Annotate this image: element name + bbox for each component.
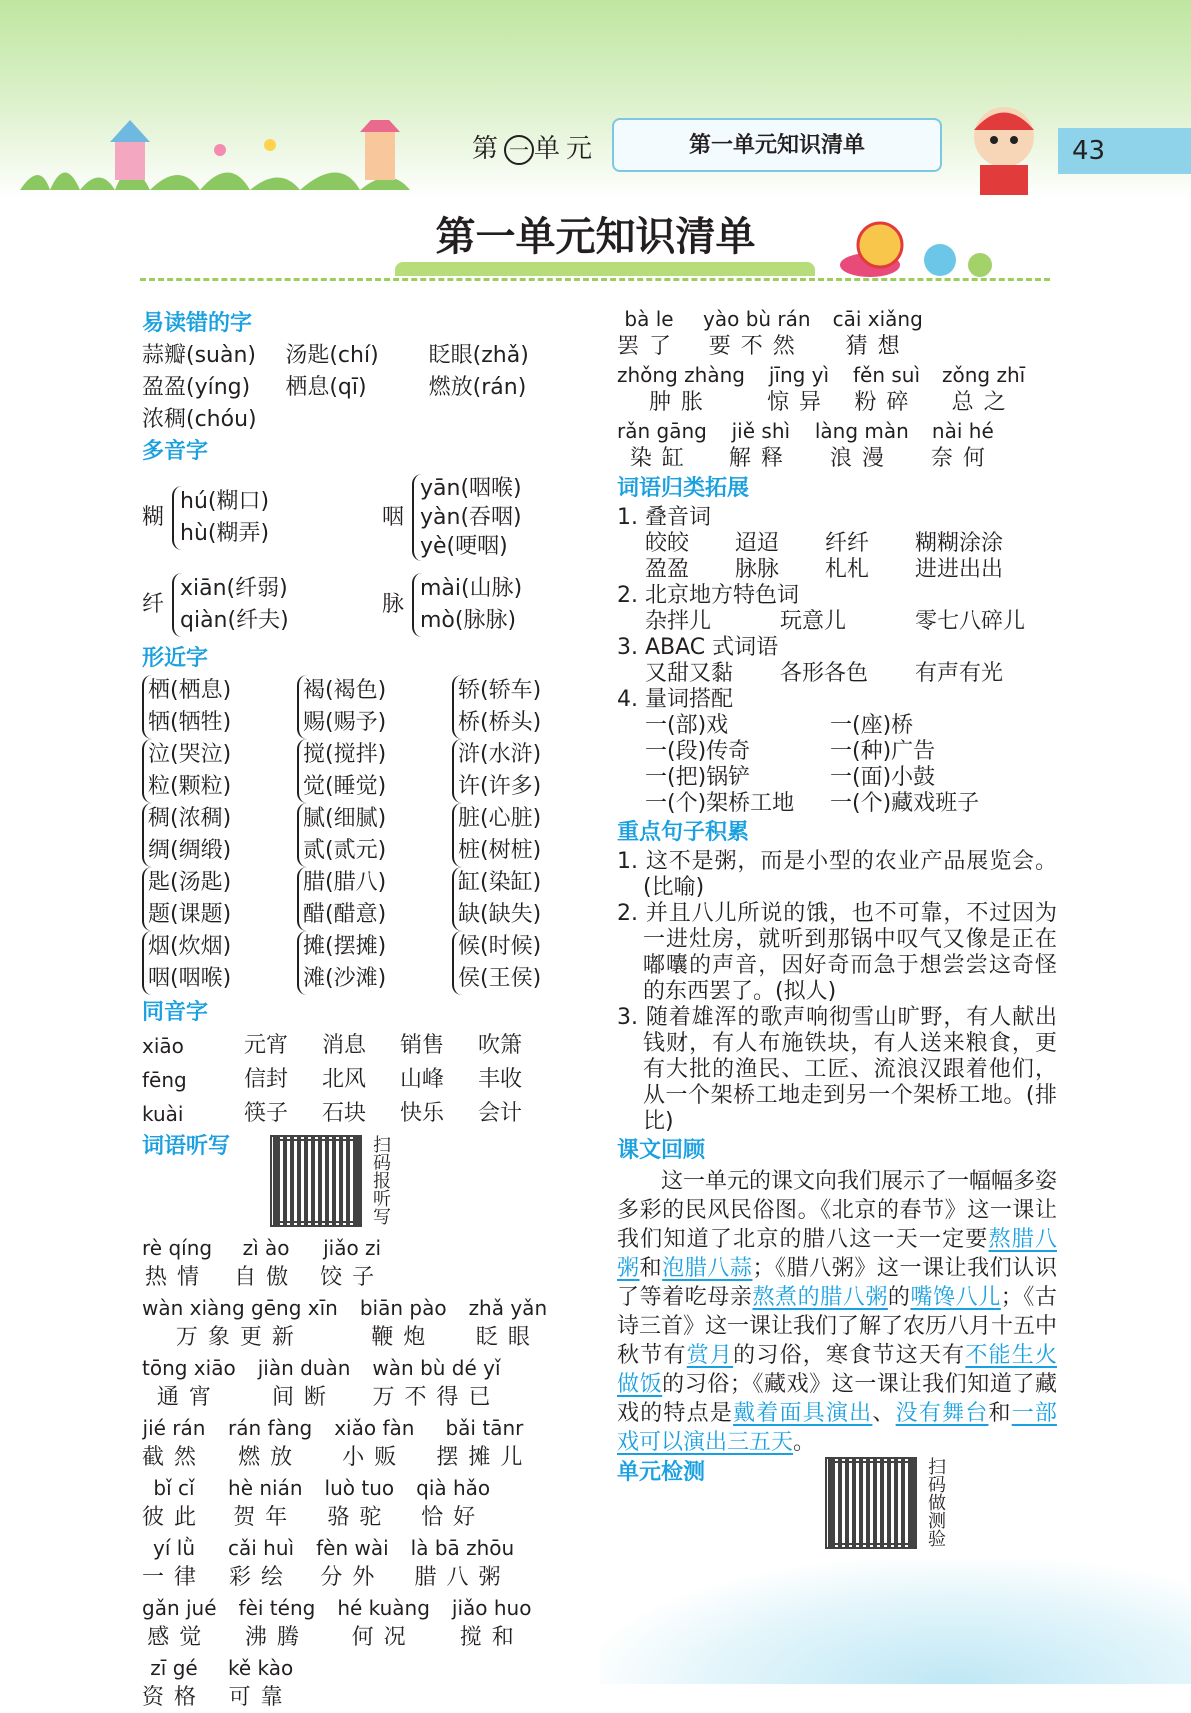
classify-row <box>617 531 1057 557</box>
word-hanzi: 腊八粥 <box>414 1565 511 1590</box>
word-hanzi: 分外 <box>320 1565 385 1590</box>
classify-word: 一(个)架桥工地 <box>645 791 795 816</box>
heading-dictation: 词语听写 <box>142 1134 231 1159</box>
dictation-word <box>228 1473 303 1533</box>
unit-number: 一 <box>504 135 534 165</box>
misread-item: 燃放(rán) <box>428 375 527 400</box>
word-pinyin: yí lǜ <box>153 1536 195 1560</box>
reading: mò(脉脉) <box>420 608 517 633</box>
reading: yàn(吞咽) <box>420 505 522 530</box>
heading-sentences: 重点句子积累 <box>617 820 750 845</box>
dictation-words <box>142 1233 572 1713</box>
review-text: 和 <box>988 1401 1012 1426</box>
dictation-word <box>142 1533 206 1593</box>
classify-word: 一(面)小鼓 <box>830 765 936 790</box>
dictation-word <box>337 1593 430 1653</box>
word-pinyin: rè qíng <box>142 1236 213 1260</box>
title-underline <box>395 262 815 276</box>
section-divider <box>140 278 1050 281</box>
dictation-word <box>142 1353 236 1413</box>
dictation-word <box>142 1473 206 1533</box>
homophone-word: 消息 <box>322 1033 367 1058</box>
word-pinyin: zǒng zhī <box>942 363 1026 387</box>
reading: hú(糊口) <box>180 488 270 514</box>
word-hanzi: 万象更新 <box>175 1325 304 1350</box>
word-hanzi: 可靠 <box>228 1685 293 1710</box>
word-hanzi: 罢了 <box>617 334 682 359</box>
test-section <box>617 1457 1057 1549</box>
unit-label <box>472 128 598 165</box>
word-pinyin: làng màn <box>814 419 909 443</box>
word-pinyin: bà le <box>624 307 674 331</box>
polyphone-char: 脉 <box>382 592 405 617</box>
homophone-word: 石块 <box>322 1101 367 1126</box>
answer-highlight: 熬腊八粥 <box>617 1227 1057 1281</box>
word-hanzi: 彼此 <box>142 1505 207 1530</box>
word-hanzi: 热情 <box>145 1265 210 1290</box>
word-pinyin: fèi téng <box>238 1596 316 1620</box>
review-text: ；《古诗三首》这一课让我们了解了农历八月十五中秋节有 <box>617 1285 1058 1368</box>
classify-word: 脉脉 <box>735 557 780 582</box>
classify-group-title: 3. ABAC 式词语 <box>617 635 779 660</box>
answer-highlight: 熬煮的腊八粥 <box>752 1285 888 1310</box>
homophone-word: 山峰 <box>400 1067 445 1092</box>
word-hanzi: 骆驼 <box>327 1505 392 1530</box>
dictation-word <box>360 1293 447 1353</box>
qr-label: 扫码报听写 <box>370 1135 391 1225</box>
word-pinyin: bǐ cǐ <box>153 1476 195 1500</box>
word-hanzi: 摆摊儿 <box>436 1445 533 1470</box>
polyphone-char: 糊 <box>142 504 165 530</box>
homophone-word: 快乐 <box>400 1101 445 1126</box>
similar-pair <box>297 803 452 867</box>
similar-pair <box>452 931 572 995</box>
word-pinyin: jiàn duàn <box>257 1356 351 1380</box>
word-pinyin: luò tuo <box>324 1476 395 1500</box>
homophone-row <box>142 1097 572 1131</box>
right-column <box>617 305 1057 1549</box>
similar-char: 褐(褐色) <box>303 678 387 703</box>
dictation-word <box>617 305 681 361</box>
similar-char: 缸(染缸) <box>458 870 542 895</box>
similar-char: 绸(绸缎) <box>148 838 232 863</box>
similar-char: 滩(沙滩) <box>303 966 387 991</box>
polyphone-char: 纤 <box>142 592 165 617</box>
reading: yè(哽咽) <box>420 534 508 559</box>
similar-char: 醋(醋意) <box>303 902 387 927</box>
word-pinyin: fěn suì <box>852 363 920 387</box>
dictation-word <box>228 1413 312 1473</box>
classify-word: 一(个)藏戏班子 <box>830 791 980 816</box>
similar-pair <box>297 867 452 931</box>
snail-icon <box>830 205 1010 285</box>
classify-row <box>617 557 1057 583</box>
dictation-word <box>320 1233 384 1293</box>
dictation-word <box>372 1353 500 1413</box>
reading: yān(咽喉) <box>420 476 522 501</box>
word-hanzi: 资格 <box>142 1685 207 1710</box>
heading-homophone: 同音字 <box>142 1000 209 1025</box>
homophone-word: 会计 <box>478 1101 523 1126</box>
word-pinyin: hé kuàng <box>337 1596 430 1620</box>
word-hanzi: 鞭炮 <box>371 1325 436 1350</box>
word-hanzi: 猜想 <box>845 334 910 359</box>
word-pinyin: xiǎo fàn <box>334 1416 415 1440</box>
classify-word: 迢迢 <box>735 531 780 556</box>
dictation-word <box>942 361 1025 417</box>
similar-char: 搅(搅拌) <box>303 742 387 767</box>
word-hanzi: 要不然 <box>708 334 805 359</box>
scroll-banner: 第一单元知识清单 <box>612 118 942 172</box>
word-pinyin: bǎi tānr <box>445 1416 524 1440</box>
word-hanzi: 总之 <box>951 390 1016 415</box>
homophone-pinyin: fēng <box>142 1068 187 1092</box>
word-pinyin: hè nián <box>228 1476 303 1500</box>
homophone-pinyin: kuài <box>142 1102 184 1126</box>
homophone-row <box>142 1063 572 1097</box>
dictation-word <box>228 1533 294 1593</box>
word-pinyin: zī gé <box>150 1656 198 1680</box>
word-hanzi: 恰好 <box>421 1505 486 1530</box>
answer-highlight: 戴着面具演出 <box>733 1401 873 1426</box>
word-hanzi: 自傲 <box>234 1265 299 1290</box>
reading: mài(山脉) <box>420 576 523 601</box>
classify-row <box>617 609 1057 635</box>
similar-char: 桩(树桩) <box>458 838 542 863</box>
word-hanzi: 惊异 <box>766 390 831 415</box>
homophone-pinyin: xiāo <box>142 1034 184 1058</box>
similar-char: 摊(摆摊) <box>303 934 387 959</box>
dictation-word <box>703 305 811 361</box>
answer-highlight: 不能生火做饭 <box>617 1343 1057 1397</box>
classify-group-title: 4. 量词搭配 <box>617 687 733 712</box>
review-text: 。 <box>793 1430 816 1455</box>
sentence-list <box>617 849 1057 1135</box>
dictation-word <box>228 1653 293 1713</box>
word-pinyin: rán fàng <box>228 1416 313 1440</box>
similar-pairs <box>142 675 572 995</box>
review-text: 的习俗；《藏戏》这一课让我们知道了藏戏的特点是 <box>617 1372 1057 1426</box>
heading-similar: 形近字 <box>142 646 209 671</box>
word-pinyin: zì ào <box>242 1236 290 1260</box>
classify-group-title: 1. 叠音词 <box>617 505 711 530</box>
classify-word: 一(段)传奇 <box>645 739 751 764</box>
word-hanzi: 燃放 <box>238 1445 303 1470</box>
heading-misread: 易读错的字 <box>142 311 253 336</box>
similar-char: 腻(细腻) <box>303 806 387 831</box>
classify-word: 纤纤 <box>825 531 870 556</box>
word-pinyin: fèn wài <box>316 1536 389 1560</box>
homophone-row <box>142 1029 572 1063</box>
similar-char: 觉(睡觉) <box>303 774 387 799</box>
dictation-word <box>142 1593 217 1653</box>
similar-pair <box>297 739 452 803</box>
word-hanzi: 小贩 <box>342 1445 407 1470</box>
review-text: 、 <box>872 1401 896 1426</box>
page-header <box>0 0 1191 200</box>
similar-pair <box>452 675 572 739</box>
dictation-word <box>334 1413 414 1473</box>
word-hanzi: 沸腾 <box>244 1625 309 1650</box>
classify-group-title: 2. 北京地方特色词 <box>617 583 799 608</box>
classify-word: 一(把)锅铲 <box>645 765 751 790</box>
dictation-word <box>729 417 793 473</box>
word-hanzi: 解释 <box>728 446 793 471</box>
reading: xiān(纤弱) <box>180 576 288 601</box>
classify-word: 札札 <box>825 557 870 582</box>
similar-char: 泣(哭泣) <box>148 742 232 767</box>
similar-char: 题(课题) <box>148 902 232 927</box>
word-pinyin: jiě shì <box>731 419 791 443</box>
dictation-word <box>853 361 920 417</box>
similar-char: 轿(轿车) <box>458 678 542 703</box>
word-hanzi: 浪漫 <box>829 446 894 471</box>
similar-char: 脏(心脏) <box>458 806 542 831</box>
word-pinyin: jīng yì <box>768 363 830 387</box>
word-pinyin: wàn bù dé yǐ <box>372 1356 501 1380</box>
answer-highlight: 泡腊八蒜 <box>662 1256 753 1281</box>
lotus-decoration <box>600 1560 1191 1684</box>
word-hanzi: 眨眼 <box>475 1325 540 1350</box>
word-pinyin: nài hé <box>931 419 994 443</box>
word-hanzi: 万不得已 <box>372 1385 501 1410</box>
misread-item: 汤匙(chí) <box>285 343 379 368</box>
qr-code-test[interactable] <box>825 1457 917 1549</box>
word-pinyin: là bā zhōu <box>410 1536 515 1560</box>
word-pinyin: tōng xiāo <box>142 1356 236 1380</box>
similar-char: 贰(贰元) <box>303 838 387 863</box>
sentence-item: 2. 并且八儿所说的饿，也不可靠，不过因为一进灶房，就听到那锅中叹气又像是正在嘟囔的声音，因好奇而急于想尝尝这奇怪的东西罢了。(拟人) <box>617 901 1057 1004</box>
unit-suffix: 单元 <box>534 134 599 164</box>
heading-test: 单元检测 <box>617 1460 706 1485</box>
word-hanzi: 奈何 <box>930 446 995 471</box>
classify-word: 玩意儿 <box>780 609 847 634</box>
similar-pair <box>142 739 297 803</box>
word-hanzi: 截然 <box>142 1445 207 1470</box>
dictation-word <box>469 1293 548 1353</box>
similar-char: 候(时候) <box>458 934 542 959</box>
review-paragraph <box>617 1167 1057 1457</box>
misread-item: 眨眼(zhǎ) <box>428 343 529 368</box>
homophone-word: 销售 <box>400 1033 445 1058</box>
word-pinyin: cāi xiǎng <box>832 307 923 331</box>
classify-row <box>617 765 1057 791</box>
dictation-word <box>316 1533 389 1593</box>
left-column <box>142 308 572 1713</box>
classify-word: 皎皎 <box>645 531 690 556</box>
misread-item: 盈盈(yíng) <box>142 375 251 400</box>
dictation-words-continued <box>617 305 1057 473</box>
word-pinyin: qià hǎo <box>416 1476 491 1500</box>
classify-word: 零七八碎儿 <box>915 609 1026 634</box>
word-hanzi: 搅和 <box>459 1625 524 1650</box>
homophone-word: 北风 <box>322 1067 367 1092</box>
classify-list <box>617 505 1057 817</box>
similar-char: 侯(王侯) <box>458 966 542 991</box>
homophone-word: 筷子 <box>244 1101 289 1126</box>
similar-pair <box>142 931 297 995</box>
word-pinyin: zhǎ yǎn <box>468 1296 548 1320</box>
similar-char: 栖(栖息) <box>148 678 232 703</box>
word-pinyin: biān pào <box>359 1296 447 1320</box>
heading-classify: 词语归类拓展 <box>617 476 750 501</box>
cartoon-kid-icon <box>960 95 1048 195</box>
similar-pair <box>452 803 572 867</box>
dictation-word <box>436 1413 532 1473</box>
word-pinyin: yào bù rán <box>703 307 811 331</box>
word-pinyin: jiǎo zi <box>323 1236 382 1260</box>
sentence-item: 1. 这不是粥，而是小型的农业产品展览会。(比喻) <box>617 849 1057 900</box>
misread-item: 栖息(qī) <box>285 375 367 400</box>
similar-char: 牺(牺牲) <box>148 710 232 735</box>
similar-pair <box>297 931 452 995</box>
classify-word: 糊糊涂涂 <box>915 531 1004 556</box>
similar-char: 许(许多) <box>458 774 542 799</box>
homophone-word: 吹箫 <box>478 1033 523 1058</box>
reading: qiàn(纤夫) <box>180 608 289 633</box>
dictation-word <box>325 1473 395 1533</box>
classify-row <box>617 661 1057 687</box>
homophone-word: 丰收 <box>478 1067 523 1092</box>
dictation-word <box>815 417 909 473</box>
similar-char: 烟(炊烟) <box>148 934 232 959</box>
dictation-word <box>411 1533 515 1593</box>
word-hanzi: 彩绘 <box>229 1565 294 1590</box>
similar-char: 粒(颗粒) <box>148 774 232 799</box>
homophone-word: 信封 <box>244 1067 289 1092</box>
review-text: 的习俗，寒食节这天有 <box>733 1343 966 1368</box>
classify-word: 盈盈 <box>645 557 690 582</box>
classify-row <box>617 791 1057 817</box>
word-hanzi: 感觉 <box>147 1625 212 1650</box>
dictation-word <box>142 1293 338 1353</box>
review-text: ；《腊八粥》这一课让我们认识了等着吃母亲 <box>617 1256 1057 1310</box>
qr-code-dictation[interactable] <box>270 1135 362 1227</box>
classify-row <box>617 713 1057 739</box>
dictation-word <box>234 1233 298 1293</box>
word-hanzi: 贺年 <box>233 1505 298 1530</box>
word-pinyin: cǎi huì <box>228 1536 295 1560</box>
word-pinyin: rǎn gāng <box>617 419 707 443</box>
answer-highlight: 嘴馋八儿 <box>910 1285 1001 1310</box>
dictation-word <box>416 1473 490 1533</box>
similar-pair <box>297 675 452 739</box>
word-pinyin: jié rán <box>142 1416 206 1440</box>
similar-char: 赐(赐予) <box>303 710 387 735</box>
dictation-word <box>767 361 831 417</box>
similar-char: 咽(咽喉) <box>148 966 232 991</box>
word-pinyin: kě kào <box>228 1656 294 1680</box>
misread-item: 浓稠(chóu) <box>142 407 257 432</box>
unit-prefix: 第 <box>472 134 505 164</box>
heading-review: 课文回顾 <box>617 1138 706 1163</box>
similar-pair <box>142 867 297 931</box>
classify-row <box>617 739 1057 765</box>
page-title: 第一单元知识清单 <box>435 213 756 260</box>
homophone-list <box>142 1029 572 1131</box>
classify-word: 有声有光 <box>915 661 1004 686</box>
classify-word: 一(部)戏 <box>645 713 729 738</box>
classify-word: 一(种)广告 <box>830 739 936 764</box>
dictation-word <box>142 1653 206 1713</box>
dictation-word <box>617 417 707 473</box>
similar-char: 桥(桥头) <box>458 710 542 735</box>
misread-item: 蒜瓣(suàn) <box>142 343 256 368</box>
similar-char: 匙(汤匙) <box>148 870 232 895</box>
word-hanzi: 一律 <box>142 1565 207 1590</box>
word-hanzi: 肿胀 <box>648 390 713 415</box>
similar-pair <box>142 675 297 739</box>
word-hanzi: 间断 <box>272 1385 337 1410</box>
dictation-word <box>617 361 745 417</box>
dictation-word <box>142 1413 206 1473</box>
answer-highlight: 一部戏可以演出三五天 <box>617 1401 1057 1455</box>
homophone-word: 元宵 <box>244 1033 289 1058</box>
dictation-word <box>833 305 923 361</box>
classify-word: 一(座)桥 <box>830 713 914 738</box>
reading: hù(糊弄) <box>180 520 270 546</box>
dictation-word <box>931 417 995 473</box>
dictation-word <box>239 1593 316 1653</box>
word-hanzi: 通宵 <box>156 1385 221 1410</box>
word-pinyin: gǎn jué <box>142 1596 217 1620</box>
dictation-word <box>258 1353 351 1413</box>
classify-word: 进进出出 <box>915 557 1004 582</box>
similar-pair <box>142 803 297 867</box>
word-pinyin: jiǎo huo <box>451 1596 532 1620</box>
dictation-word <box>142 1233 212 1293</box>
qr-label-test: 扫码做测验 <box>925 1457 947 1547</box>
polyphone-char: 咽 <box>382 504 405 530</box>
review-text: 这一单元的课文向我们展示了一幅幅多姿多彩的民风民俗图。《北京的春节》这一课让我们知道了北京的腊八这一天一定要 <box>617 1169 1058 1252</box>
heading-polyphone: 多音字 <box>142 439 209 464</box>
classify-word: 各形各色 <box>780 661 869 686</box>
similar-char: 稠(浓稠) <box>148 806 232 831</box>
review-text: 的 <box>887 1285 911 1310</box>
classify-word: 杂拌儿 <box>645 609 712 634</box>
grass-houses-illustration <box>20 120 410 190</box>
similar-pair <box>452 867 572 931</box>
similar-char: 浒(水浒) <box>458 742 542 767</box>
word-hanzi: 何况 <box>351 1625 416 1650</box>
word-pinyin: zhǒng zhàng <box>617 363 745 387</box>
answer-highlight: 赏月 <box>686 1343 734 1368</box>
review-text: 和 <box>639 1256 663 1281</box>
similar-pair <box>452 739 572 803</box>
similar-char: 缺(缺失) <box>458 902 542 927</box>
similar-char: 腊(腊八) <box>303 870 387 895</box>
dictation-word <box>452 1593 532 1653</box>
page-number: 43 <box>1058 128 1191 174</box>
classify-word: 又甜又黏 <box>645 661 734 686</box>
word-hanzi: 饺子 <box>320 1265 385 1290</box>
word-pinyin: wàn xiàng gēng xīn <box>142 1296 338 1320</box>
word-hanzi: 粉碎 <box>854 390 919 415</box>
word-hanzi: 染缸 <box>629 446 694 471</box>
answer-highlight: 没有舞台 <box>895 1401 989 1426</box>
sentence-item: 3. 随着雄浑的歌声响彻雪山旷野，有人献出钱财，有人布施铁块，有人送来粮食，更有大批的渔民、工匠、流浪汉跟着他们，从一个架桥工地走到另一个架桥工地。(排比) <box>617 1005 1057 1134</box>
